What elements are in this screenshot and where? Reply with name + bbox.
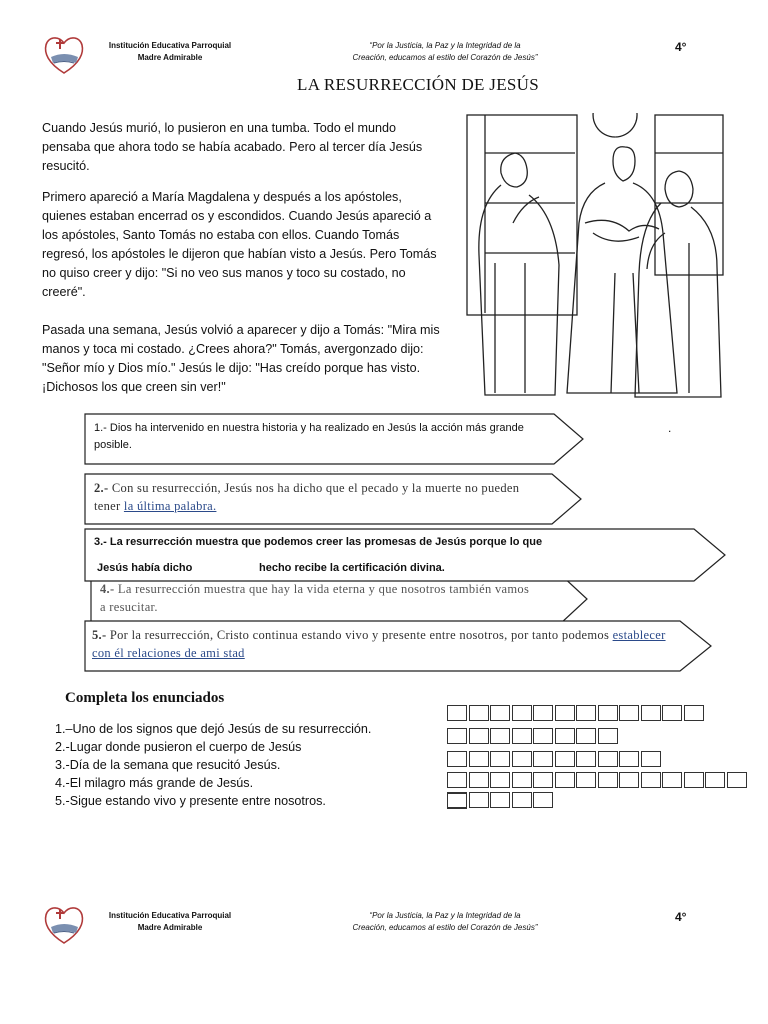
- answer-cell[interactable]: [490, 792, 510, 808]
- answer-cell[interactable]: [469, 728, 489, 744]
- answer-cell[interactable]: [576, 751, 596, 767]
- answer-cell[interactable]: [512, 728, 532, 744]
- answer-cell[interactable]: [447, 751, 467, 767]
- statement-body: Por la resurrección, Cristo continua estando vivo y presente entre nosotros, por tanto podemos: [106, 628, 613, 642]
- statement-text: [92, 626, 672, 662]
- motto-line: Creación, educamos al estilo del Corazón de Jesús”: [352, 923, 538, 932]
- answer-row: [447, 751, 662, 772]
- answer-cell[interactable]: [598, 751, 618, 767]
- statement-body: La resurrección muestra que hay la vida eterna y que nosotros también vamos a resucitar.: [100, 582, 530, 614]
- answer-cell[interactable]: [490, 751, 510, 767]
- answer-cell[interactable]: [512, 705, 532, 721]
- answer-cell[interactable]: [469, 705, 489, 721]
- statement-text: 1.- Dios ha intervenido en nuestra historia y ha realizado en Jesús la acción más grande posible.: [94, 422, 524, 451]
- motto-line: “Por la Justicia, la Paz y la Integridad de la: [369, 41, 521, 50]
- answer-cell[interactable]: [619, 772, 639, 788]
- answer-cell[interactable]: [533, 772, 553, 788]
- answer-cell[interactable]: [555, 728, 575, 744]
- stray-mark: .: [668, 421, 672, 435]
- answer-cell[interactable]: [490, 772, 510, 788]
- answer-cell[interactable]: [619, 751, 639, 767]
- question-list: [55, 720, 385, 810]
- institution-line: Madre Admirable: [137, 53, 203, 62]
- grade-label: 4°: [675, 40, 687, 54]
- answer-cell[interactable]: [533, 792, 553, 808]
- exercise-heading: Completa los enunciados: [65, 690, 225, 706]
- answer-cell[interactable]: [447, 728, 467, 744]
- motto: [325, 40, 565, 64]
- question-item: 2.-Lugar donde pusieron el cuerpo de Jesús: [55, 740, 302, 754]
- answer-cell[interactable]: [533, 728, 553, 744]
- answer-cell[interactable]: [533, 751, 553, 767]
- answer-cell[interactable]: [641, 705, 661, 721]
- statement-text: [100, 580, 530, 616]
- story-paragraph: [42, 119, 446, 176]
- motto: [325, 910, 565, 934]
- grade-label: 4°: [675, 910, 687, 924]
- answer-cell[interactable]: [576, 772, 596, 788]
- answer-row: [447, 705, 705, 726]
- statement-text: Jesús había dicho: [97, 562, 193, 574]
- statement-text: 3.- La resurrección muestra que podemos creer las promesas de Jesús porque lo que: [94, 536, 543, 548]
- answer-cell[interactable]: [662, 772, 682, 788]
- illustration-jesus-apostles: [465, 113, 726, 402]
- paragraph-text: Primero apareció a María Magdalena y después a los apóstoles, quienes estaban encerrad os y escondidos. Cuando Jesús apareció a los apóstoles, Santo Tomás no estaba con ellos. Cuando Tomás regresó, los apóstoles le dijeron que habían visto a Jesús. Pero Tomás no quiso creer y dijo: "Si no veo sus manos y toco su costado, no creeré".: [42, 190, 437, 299]
- motto-line: Creación, educamos al estilo del Corazón de Jesús”: [352, 53, 538, 62]
- answer-cell[interactable]: [490, 705, 510, 721]
- story-paragraph: [42, 188, 446, 302]
- answer-cell[interactable]: [555, 705, 575, 721]
- answer-cell[interactable]: [512, 792, 532, 808]
- statement-box-3: [84, 528, 726, 582]
- answer-cell[interactable]: [512, 751, 532, 767]
- answer-cell[interactable]: [469, 772, 489, 788]
- answer-cell[interactable]: [555, 751, 575, 767]
- answer-cell[interactable]: [684, 705, 704, 721]
- answer-cell[interactable]: [598, 772, 618, 788]
- school-logo: [42, 903, 86, 945]
- page-title: LA RESURRECCIÓN DE JESÚS: [297, 75, 539, 94]
- question-item: 3.-Día de la semana que resucitó Jesús.: [55, 758, 281, 772]
- question-item: 1.–Uno de los signos que dejó Jesús de su resurrección.: [55, 722, 372, 736]
- answer-cell[interactable]: [447, 772, 467, 788]
- institution-line: Institución Educativa Parroquial: [108, 41, 232, 50]
- answer-cell[interactable]: [576, 705, 596, 721]
- answer-cell[interactable]: [598, 705, 618, 721]
- answer-cell[interactable]: [598, 728, 618, 744]
- filled-answer: la última palabra.: [123, 499, 217, 513]
- statement-text: hecho recibe la certificación divina.: [259, 562, 445, 574]
- statement-number: 2.-: [94, 481, 109, 495]
- statement-box-1: [84, 413, 584, 465]
- answer-cell[interactable]: [533, 705, 553, 721]
- statement-number: 5.-: [92, 628, 107, 642]
- answer-cell[interactable]: [469, 751, 489, 767]
- statement-box-5: [84, 620, 712, 672]
- answer-cell[interactable]: [619, 705, 639, 721]
- answer-cell[interactable]: [512, 772, 532, 788]
- answer-cell[interactable]: [447, 705, 467, 721]
- question-item: 4.-El milagro más grande de Jesús.: [55, 776, 254, 790]
- statement-box-2: [84, 473, 582, 525]
- statement-text: [94, 479, 534, 515]
- institution-name: [95, 910, 245, 934]
- statement-number: 4.-: [100, 582, 115, 596]
- institution-line: Institución Educativa Parroquial: [108, 911, 232, 920]
- story-paragraph: [42, 321, 446, 397]
- answer-cell[interactable]: [490, 728, 510, 744]
- answer-cell[interactable]: [705, 772, 725, 788]
- answer-cell[interactable]: [576, 728, 596, 744]
- paragraph-text: Cuando Jesús murió, lo pusieron en una tumba. Todo el mundo pensaba que ahora todo se había acabado. Pero al tercer día Jesús resucitó.: [42, 121, 423, 173]
- institution-name: [95, 40, 245, 64]
- answer-cell[interactable]: [684, 772, 704, 788]
- answer-cell[interactable]: [447, 792, 467, 808]
- answer-row: [447, 792, 555, 813]
- answer-cell[interactable]: [641, 751, 661, 767]
- answer-cell[interactable]: [555, 772, 575, 788]
- question-item: 5.-Sigue estando vivo y presente entre nosotros.: [55, 794, 326, 808]
- answer-cell[interactable]: [727, 772, 747, 788]
- answer-cell[interactable]: [641, 772, 661, 788]
- paragraph-text: Pasada una semana, Jesús volvió a aparecer y dijo a Tomás: "Mira mis manos y toca mi costado. ¿Crees ahora?" Tomás, avergonzado dijo: "Señor mío y Dios mío." Jesús le dijo: "Has creído porque has visto. ¡Dichosos los que creen sin ver!": [42, 323, 440, 394]
- answer-cell[interactable]: [662, 705, 682, 721]
- filled-answer: establecer con él relaciones de ami stad: [92, 628, 666, 660]
- answer-row: [447, 728, 619, 749]
- school-logo: [42, 33, 86, 75]
- answer-cell[interactable]: [469, 792, 489, 808]
- statement-body: Con su resurrección, Jesús nos ha dicho que el pecado y la muerte no pueden tener: [94, 481, 520, 513]
- institution-line: Madre Admirable: [137, 923, 203, 932]
- motto-line: “Por la Justicia, la Paz y la Integridad de la: [369, 911, 521, 920]
